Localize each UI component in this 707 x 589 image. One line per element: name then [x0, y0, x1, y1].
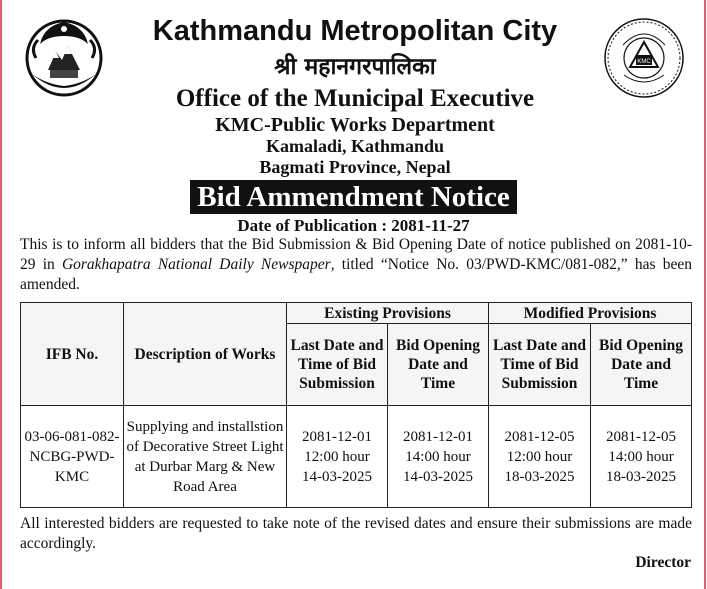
existing-open-time: 14:00 hour — [405, 448, 471, 465]
publication-date: Date of Publication : 2081-11-27 — [237, 216, 470, 235]
header-existing-last-date: Last Date and Time of Bid Submission — [287, 324, 388, 406]
cell-ifb-no: 03-06-081-082-NCBG-PWD-KMC — [21, 406, 124, 508]
department-name: KMC-Public Works Department — [215, 114, 495, 136]
bid-amendment-table — [20, 302, 692, 508]
modified-last-date-bs: 2081-12-05 — [504, 428, 575, 445]
modified-last-date-ad: 18-03-2025 — [504, 468, 575, 485]
existing-open-date-bs: 2081-12-01 — [403, 428, 473, 445]
intro-text-part2: , titled “Notice No. 03/PWD-KMC/081-082,” has been amended. — [20, 256, 692, 293]
notice-title: Bid Ammendment Notice — [190, 180, 517, 214]
left-border-line — [0, 0, 2, 589]
right-border-line — [704, 0, 706, 589]
address-line-1: Kamaladi, Kathmandu — [265, 136, 445, 156]
notice-title-wrapper — [0, 180, 707, 214]
cell-modified-open-date — [591, 406, 692, 508]
modified-open-date-ad: 18-03-2025 — [606, 468, 677, 485]
newspaper-name: Gorakhapatra National Daily Newspaper — [61, 256, 331, 273]
header-existing-bid-opening: Bid Opening Date and Time — [388, 324, 489, 406]
office-name: Office of the Municipal Executive — [175, 85, 535, 112]
modified-open-time: 14:00 hour — [608, 448, 674, 465]
intro-paragraph — [20, 235, 692, 295]
cell-description: Supplying and installstion of Decorative Street Light at Durbar Marg & New Road Area — [124, 406, 287, 508]
cell-existing-open-date — [388, 406, 489, 508]
header-modified-provisions: Modified Provisions — [489, 303, 692, 324]
cell-modified-last-date — [489, 406, 591, 508]
modified-last-time: 12:00 hour — [506, 448, 573, 465]
nepal-government-emblem-icon — [22, 14, 106, 98]
kmc-seal-icon — [603, 17, 685, 99]
address-line-2: Bagmati Province, Nepal — [259, 157, 451, 177]
modified-open-date-bs: 2081-12-05 — [606, 428, 677, 445]
header-modified-last-date: Last Date and Time of Bid Submission — [489, 324, 591, 406]
header-existing-provisions: Existing Provisions — [287, 303, 489, 324]
table-row — [21, 406, 692, 508]
table-header-row-1 — [21, 303, 692, 324]
existing-open-date-ad: 14-03-2025 — [403, 468, 473, 485]
header-ifb-no: IFB No. — [21, 303, 124, 406]
city-name-english: Kathmandu Metropolitan City — [152, 15, 558, 47]
city-name-nepali: श्री महानगरपालिका — [274, 53, 436, 80]
signatory: Director — [635, 554, 691, 571]
footer-note: All interested bidders are requested to take note of the revised dates and ensure their submissions are made accordingly. — [20, 515, 692, 552]
existing-last-date-ad: 14-03-2025 — [302, 468, 372, 485]
intro-text-part1: This is to inform all bidders that the Bid Submission & Bid Opening Date of notice published on 2081-10-29 in — [20, 236, 692, 273]
cell-existing-last-date — [287, 406, 388, 508]
header-modified-bid-opening: Bid Opening Date and Time — [591, 324, 692, 406]
svg-text:KMC: KMC — [637, 59, 651, 65]
existing-last-date-bs: 2081-12-01 — [302, 428, 372, 445]
header-description: Description of Works — [124, 303, 287, 406]
existing-last-time: 12:00 hour — [304, 448, 370, 465]
